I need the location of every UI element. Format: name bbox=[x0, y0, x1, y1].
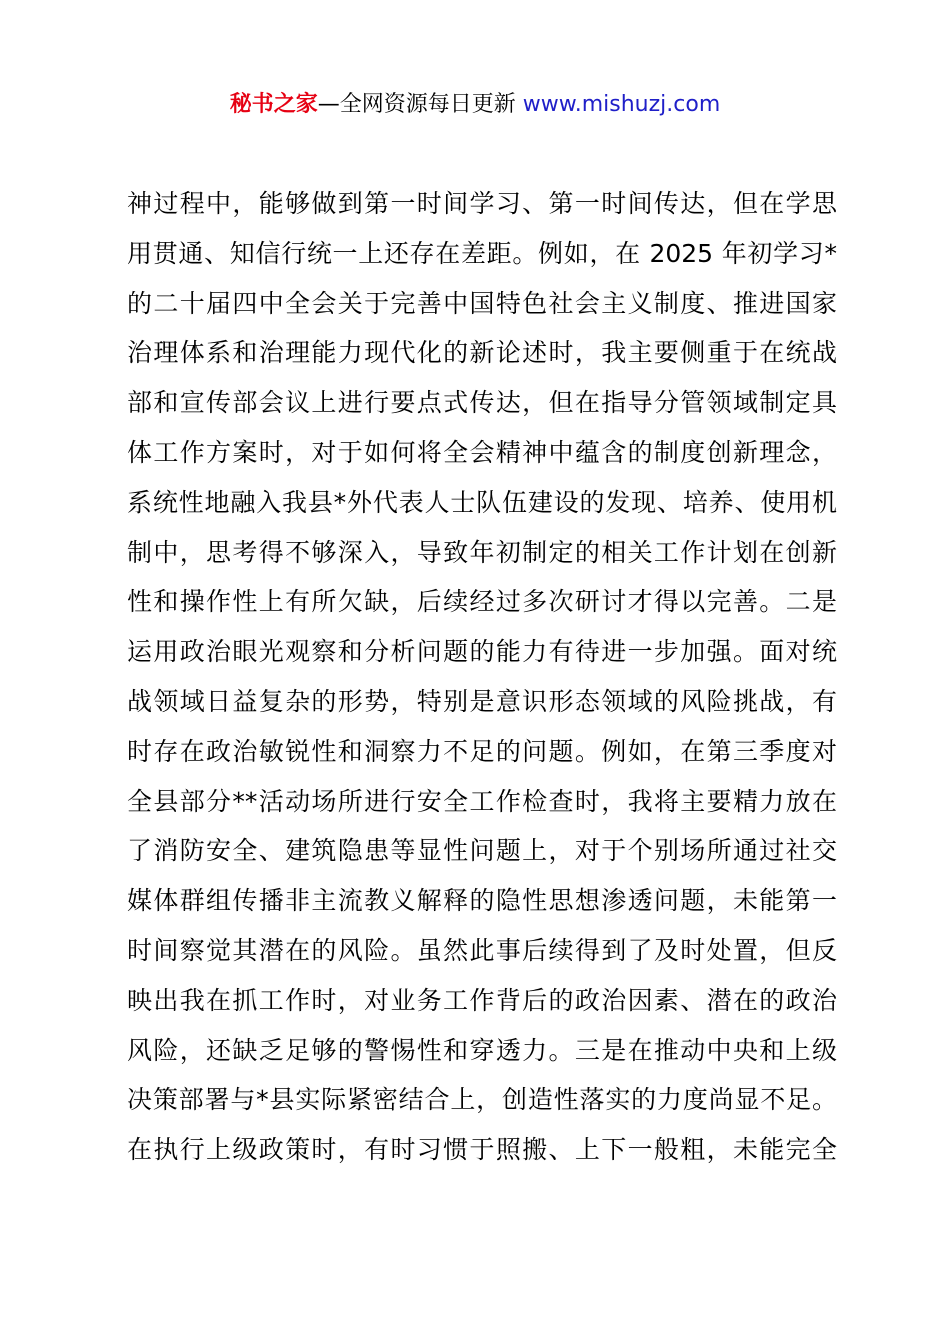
text-line: 治理体系和治理能力现代化的新论述时，我主要侧重于在统战 bbox=[127, 338, 837, 368]
text-line: 运用政治眼光观察和分析问题的能力有待进一步加强。面对统 bbox=[127, 637, 837, 667]
text-line: 映出我在抓工作时，对业务工作背后的政治因素、潜在的政治 bbox=[127, 985, 837, 1015]
text-line: 制中，思考得不够深入，导致年初制定的相关工作计划在创新 bbox=[127, 537, 837, 567]
text-line: 战领域日益复杂的形势，特别是意识形态领域的风险挑战，有 bbox=[127, 686, 837, 716]
body-paragraph bbox=[127, 184, 837, 1180]
text-line: 全县部分**活动场所进行安全工作检查时，我将主要精力放在 bbox=[127, 786, 837, 816]
text-line: 神过程中，能够做到第一时间学习、第一时间传达，但在学思 bbox=[127, 189, 837, 218]
text-line: 系统性地融入我县*外代表人士队伍建设的发现、培养、使用机 bbox=[127, 487, 837, 517]
header-url[interactable]: www.mishuzj.com bbox=[522, 92, 721, 117]
text-line: 的二十届四中全会关于完善中国特色社会主义制度、推进国家 bbox=[127, 288, 837, 318]
header-brand: 秘书之家 bbox=[229, 92, 318, 117]
text-line: 时存在政治敏锐性和洞察力不足的问题。例如，在第三季度对 bbox=[127, 736, 837, 766]
page-header bbox=[0, 88, 950, 122]
text-line: 在执行上级政策时，有时习惯于照搬、上下一般粗，未能完全 bbox=[127, 1135, 837, 1165]
text-line: 时间察觉其潜在的风险。虽然此事后续得到了及时处置，但反 bbox=[127, 935, 837, 965]
text-line: 用贯通、知信行统一上还存在差距。例如，在 2025 年初学习* bbox=[127, 238, 837, 268]
text-line: 部和宣传部会议上进行要点式传达，但在指导分管领域制定具 bbox=[127, 388, 837, 418]
text-line: 性和操作性上有所欠缺，后续经过多次研讨才得以完善。二是 bbox=[127, 587, 837, 617]
text-line: 风险，还缺乏足够的警惕性和穿透力。三是在推动中央和上级 bbox=[127, 1035, 837, 1065]
header-tagline: —全网资源每日更新 bbox=[317, 92, 516, 117]
text-line: 媒体群组传播非主流教义解释的隐性思想渗透问题，未能第一 bbox=[127, 886, 837, 916]
text-line: 了消防安全、建筑隐患等显性问题上，对于个别场所通过社交 bbox=[127, 836, 837, 866]
text-line: 决策部署与*县实际紧密结合上，创造性落实的力度尚显不足。 bbox=[127, 1085, 837, 1115]
text-line: 体工作方案时，对于如何将全会精神中蕴含的制度创新理念， bbox=[127, 437, 837, 467]
